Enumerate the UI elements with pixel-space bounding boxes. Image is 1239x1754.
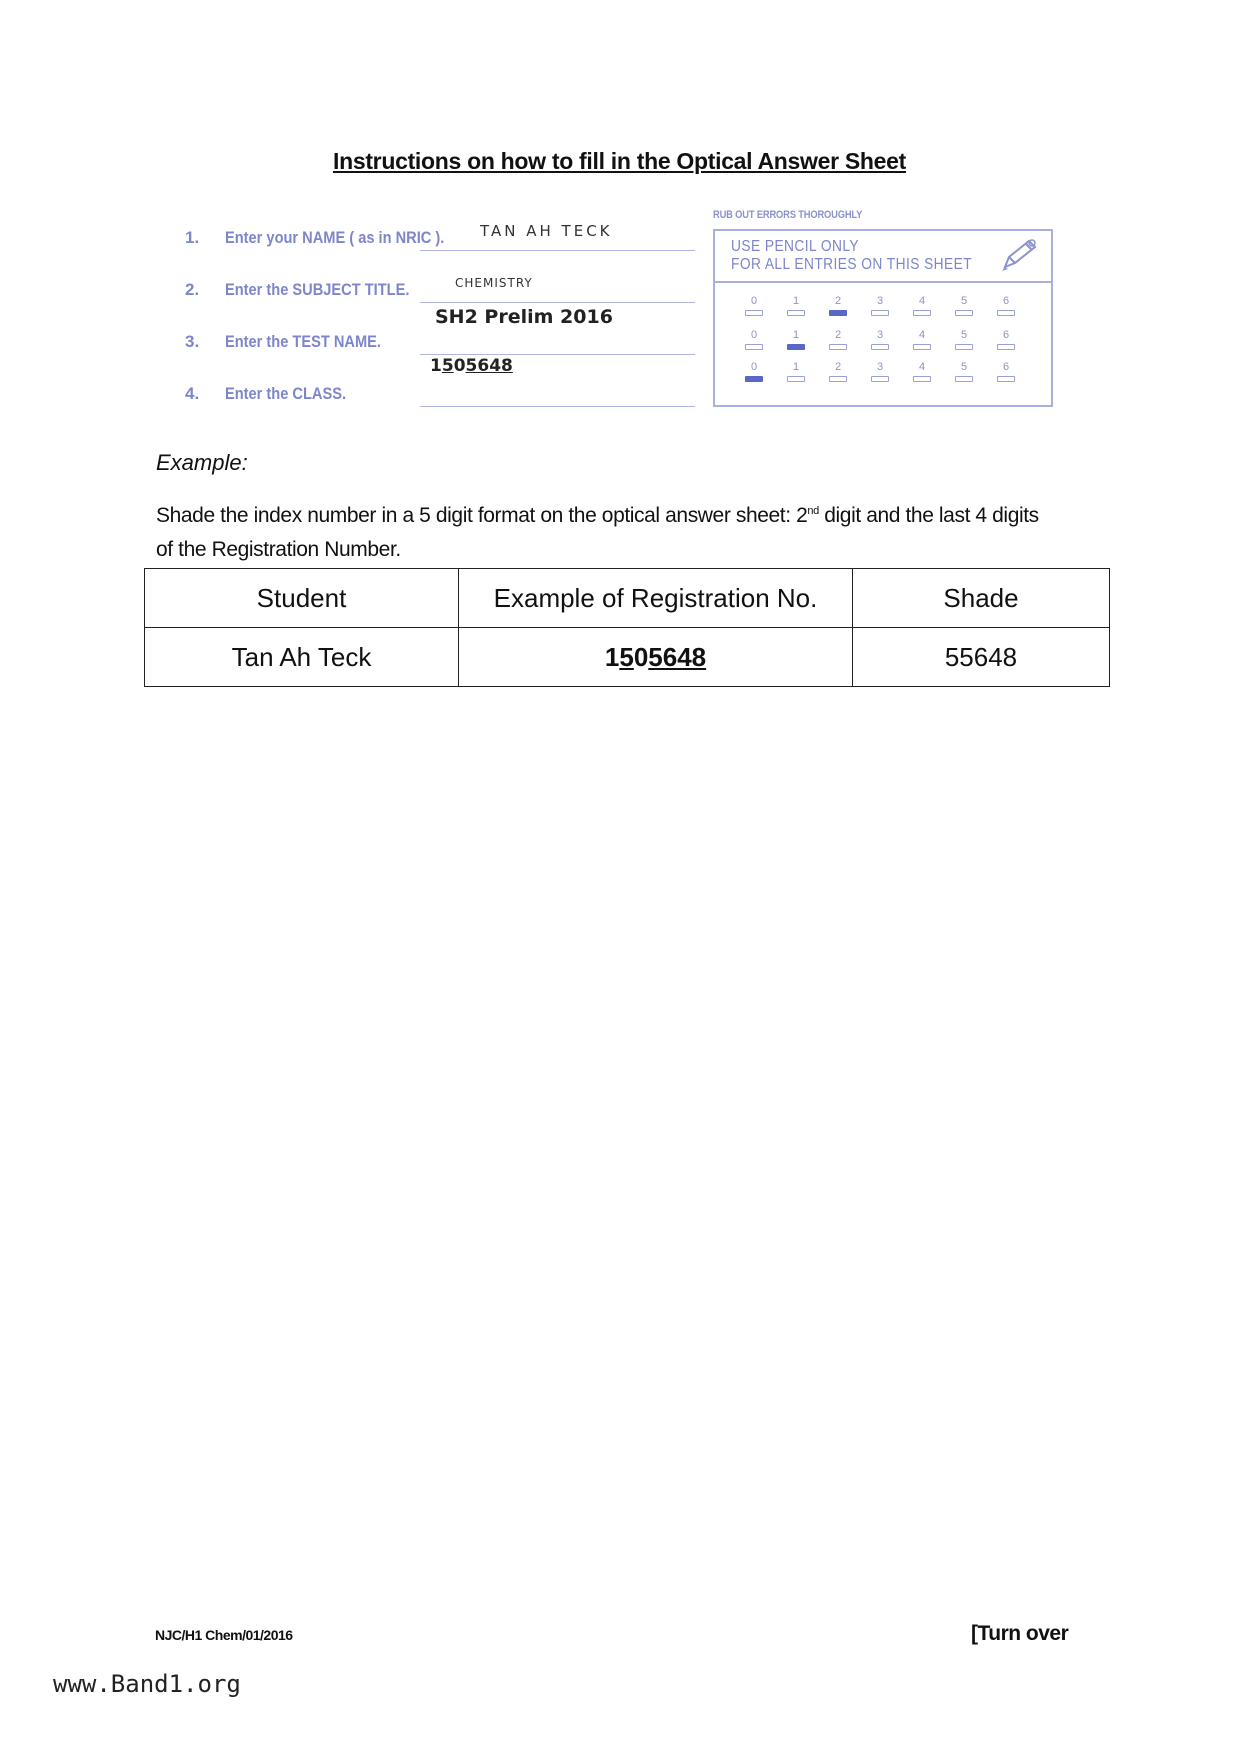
answer-bubble <box>869 361 891 382</box>
bubble-digit: 3 <box>876 361 884 373</box>
empty-bubble <box>829 376 847 382</box>
empty-bubble <box>745 310 763 316</box>
bubble-digit: 0 <box>750 361 758 373</box>
reg-digit: 1 <box>604 641 620 672</box>
bubble-digit: 1 <box>792 361 800 373</box>
index-number-panel <box>713 229 1053 407</box>
bubble-digit: 1 <box>792 329 800 341</box>
answer-bubble <box>827 295 849 316</box>
empty-bubble <box>997 310 1015 316</box>
answer-bubble <box>995 295 1017 316</box>
answer-bubble <box>827 361 849 382</box>
paper-code: NJC/H1 Chem/01/2016 <box>155 1627 293 1643</box>
row-number: 3. <box>185 332 200 351</box>
answer-bubble <box>869 329 891 350</box>
test-name-entry-row <box>185 306 695 356</box>
answer-bubble <box>995 329 1017 350</box>
answer-bubble <box>785 329 807 350</box>
turn-over-note: [Turn over <box>971 1622 1069 1645</box>
answer-bubble <box>953 295 975 316</box>
class-digit: 0 <box>453 356 466 376</box>
answer-bubble <box>953 329 975 350</box>
paragraph-text: digit and the last 4 digits of the Registration Number. <box>156 504 1039 561</box>
row-number: 4. <box>185 384 200 403</box>
registration-example-table <box>144 568 1110 687</box>
answer-bubble <box>911 361 933 382</box>
bubble-digit: 6 <box>1002 295 1010 307</box>
empty-bubble <box>955 376 973 382</box>
watermark-url: www.Band1.org <box>53 1670 241 1698</box>
empty-bubble <box>997 344 1015 350</box>
bubble-digit: 0 <box>750 329 758 341</box>
bubble-digit: 1 <box>792 295 800 307</box>
answer-bubble <box>995 361 1017 382</box>
test-name-label: Enter the TEST NAME. <box>225 332 381 351</box>
pencil-icon <box>999 237 1039 273</box>
answer-bubble <box>827 329 849 350</box>
column-header: Student <box>145 569 459 628</box>
bubble-digit: 6 <box>1002 361 1010 373</box>
subject-entry-row <box>185 276 695 304</box>
answer-bubble <box>911 295 933 316</box>
name-entry-row <box>185 222 695 252</box>
empty-bubble <box>913 310 931 316</box>
answer-bubble <box>869 295 891 316</box>
entry-line <box>420 406 695 407</box>
bubble-digit: 2 <box>834 295 842 307</box>
empty-bubble <box>829 344 847 350</box>
rub-out-note: RUB OUT ERRORS THOROUGHLY <box>713 209 863 221</box>
paragraph-text: Shade the index number in a 5 digit format on the optical answer sheet: 2 <box>156 504 808 527</box>
bubble-row <box>743 295 1043 325</box>
reg-digits: 5648 <box>648 641 707 672</box>
bubble-digit: 5 <box>960 329 968 341</box>
name-value: TAN AH TECK <box>480 222 613 240</box>
shade-cell: 55648 <box>853 628 1110 687</box>
empty-bubble <box>997 376 1015 382</box>
empty-bubble <box>913 376 931 382</box>
name-label: Enter your NAME ( as in NRIC ). <box>225 228 445 247</box>
bubble-digit: 3 <box>876 295 884 307</box>
empty-bubble <box>787 310 805 316</box>
subject-label: Enter the SUBJECT TITLE. <box>225 280 410 299</box>
answer-bubble <box>743 295 765 316</box>
test-name-value: SH2 Prelim 2016 <box>435 306 613 328</box>
instruction-paragraph <box>156 494 1056 567</box>
row-number: 2. <box>185 280 200 299</box>
bubble-digit: 2 <box>834 361 842 373</box>
empty-bubble <box>955 344 973 350</box>
table-row <box>145 628 1110 687</box>
reg-digit: 0 <box>633 641 649 672</box>
shaded-bubble <box>745 376 763 382</box>
class-label: Enter the CLASS. <box>225 384 347 403</box>
bubble-row <box>743 329 1043 359</box>
pencil-instruction-line1: USE PENCIL ONLY <box>731 238 860 255</box>
class-entry-row <box>185 356 695 408</box>
empty-bubble <box>871 376 889 382</box>
bubble-digit: 4 <box>918 329 926 341</box>
bubble-digit: 5 <box>960 361 968 373</box>
empty-bubble <box>871 344 889 350</box>
answer-bubble <box>785 295 807 316</box>
student-cell: Tan Ah Teck <box>145 628 459 687</box>
answer-bubble <box>911 329 933 350</box>
answer-bubble <box>953 361 975 382</box>
reg-digit: 5 <box>619 641 634 672</box>
answer-bubble <box>743 361 765 382</box>
page-title: Instructions on how to fill in the Optical Answer Sheet <box>332 148 907 174</box>
example-label: Example: <box>156 450 248 475</box>
answer-bubble <box>743 329 765 350</box>
class-digit: 1 <box>430 356 442 376</box>
empty-bubble <box>913 344 931 350</box>
entry-line <box>420 302 695 303</box>
class-digit: 5 <box>441 356 454 376</box>
shaded-bubble <box>829 310 847 316</box>
column-header: Example of Registration No. <box>459 569 853 628</box>
bubble-digit: 6 <box>1002 329 1010 341</box>
ordinal-suffix: nd <box>807 505 819 517</box>
shaded-bubble <box>787 344 805 350</box>
class-value <box>430 356 513 376</box>
bubble-digit: 0 <box>750 295 758 307</box>
empty-bubble <box>871 310 889 316</box>
bubble-digit: 3 <box>876 329 884 341</box>
bubble-digit: 4 <box>918 361 926 373</box>
entry-line <box>420 250 695 251</box>
bubble-digit: 5 <box>960 295 968 307</box>
subject-value: CHEMISTRY <box>455 276 533 290</box>
empty-bubble <box>955 310 973 316</box>
bubble-row <box>743 361 1043 391</box>
column-header: Shade <box>853 569 1110 628</box>
table-header-row <box>145 569 1110 628</box>
empty-bubble <box>745 344 763 350</box>
entry-line <box>420 354 695 355</box>
bubble-digit: 4 <box>918 295 926 307</box>
empty-bubble <box>787 376 805 382</box>
bubble-digit: 2 <box>834 329 842 341</box>
row-number: 1. <box>185 228 200 247</box>
registration-number-cell <box>459 628 853 687</box>
class-digits: 5648 <box>465 356 513 376</box>
pencil-instruction-line2: FOR ALL ENTRIES ON THIS SHEET <box>731 256 973 273</box>
panel-header <box>715 231 1051 283</box>
answer-bubble <box>785 361 807 382</box>
